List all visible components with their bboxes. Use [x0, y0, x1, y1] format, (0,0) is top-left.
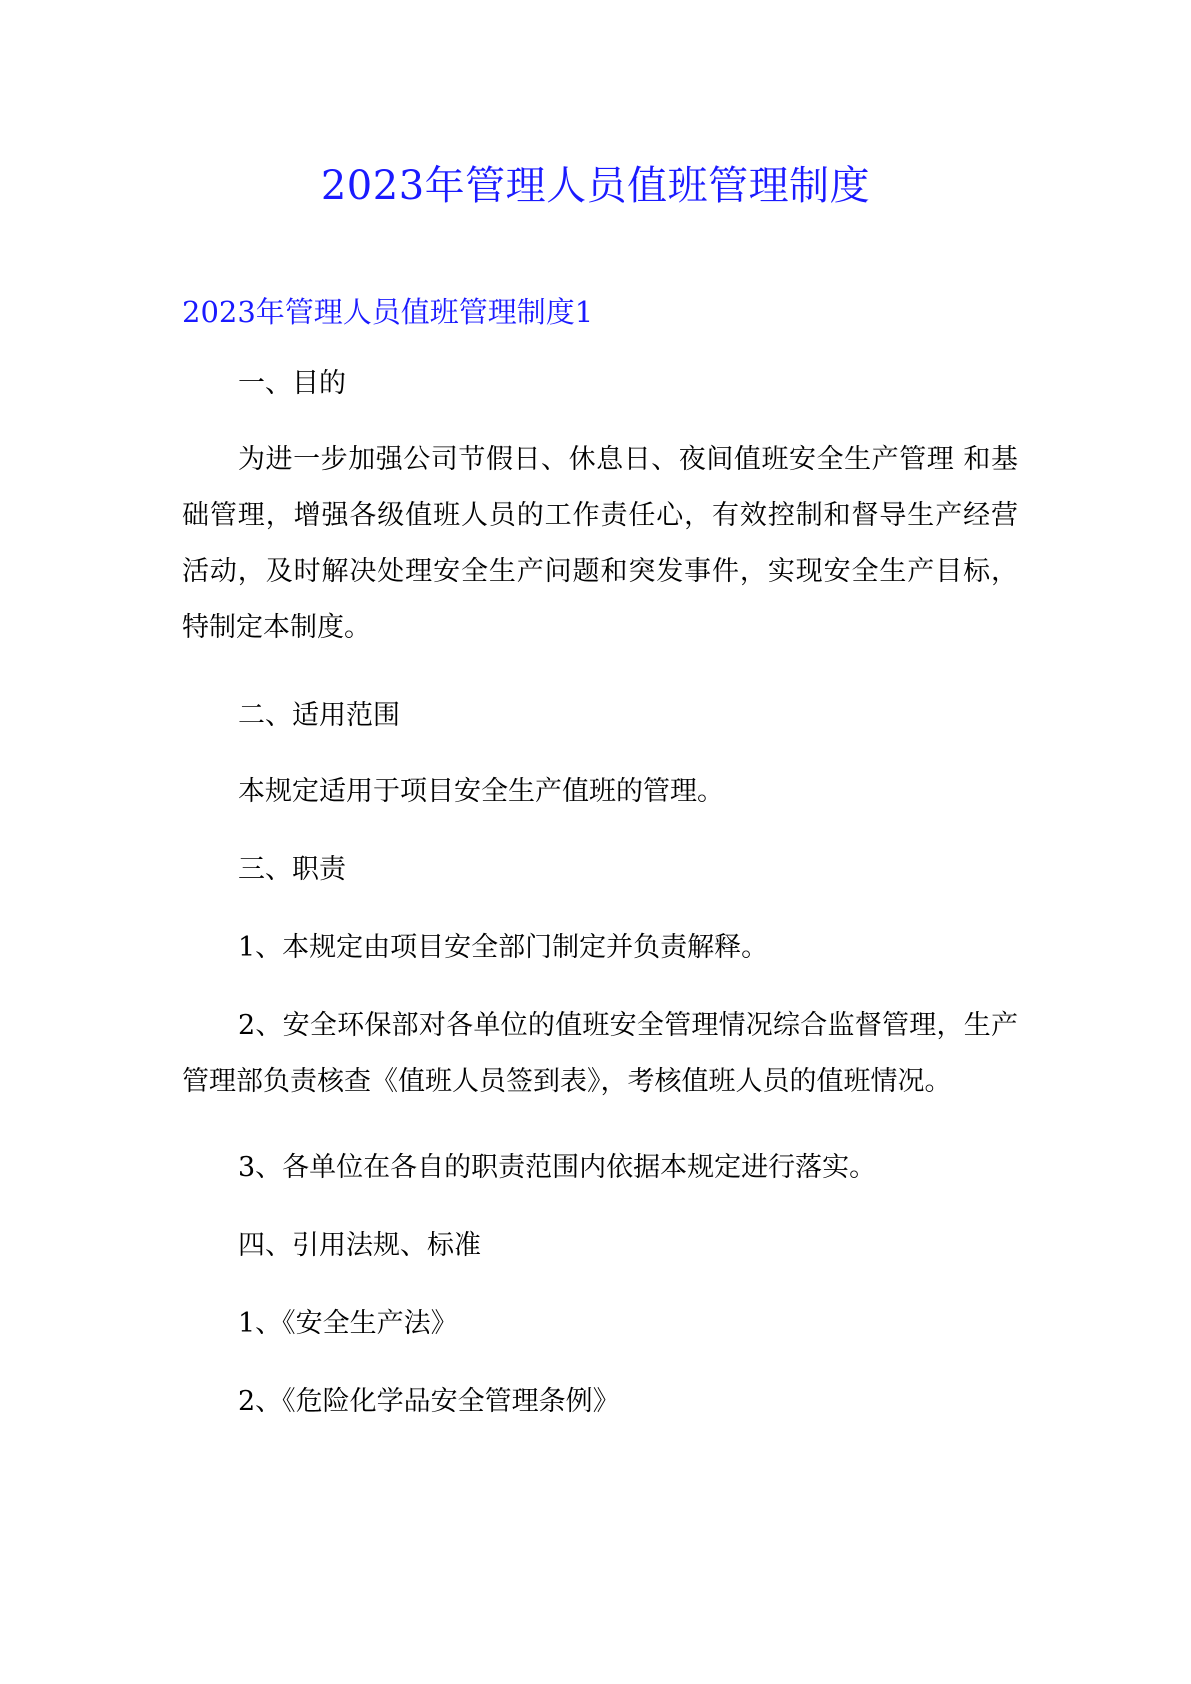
- paragraph-responsibility-3: 3、各单位在各自的职责范围内依据本规定进行落实。: [238, 1152, 877, 1183]
- paragraph-responsibility-1: 1、本规定由项目安全部门制定并负责解释。: [238, 932, 769, 963]
- paragraph-responsibility-2: 2、安全环保部对各单位的值班安全管理情况综合监督管理，生产管理部负责核查《值班人员签到表》，考核值班人员的值班情况。: [182, 1010, 1018, 1097]
- heading-purpose: 一、目的: [238, 368, 346, 399]
- heading-scope: 二、适用范围: [238, 700, 400, 731]
- document-title: 2023年管理人员值班管理制度: [320, 163, 871, 209]
- reference-item-1: 1、《安全生产法》: [238, 1308, 458, 1339]
- heading-responsibilities: 三、职责: [238, 854, 346, 885]
- reference-item-2: 2、《危险化学品安全管理条例》: [238, 1386, 620, 1417]
- section-title: 2023年管理人员值班管理制度1: [182, 295, 594, 329]
- heading-references: 四、引用法规、标准: [238, 1230, 481, 1261]
- paragraph-scope: 本规定适用于项目安全生产值班的管理。: [238, 776, 724, 807]
- paragraph-purpose: 为进一步加强公司节假日、休息日、夜间值班安全生产管理 和基础管理，增强各级值班人员的工作责任心，有效控制和督导生产经营活动，及时解决处理安全生产问题和突发事件，实现安全生产目标，特制定本制度。: [182, 444, 1018, 643]
